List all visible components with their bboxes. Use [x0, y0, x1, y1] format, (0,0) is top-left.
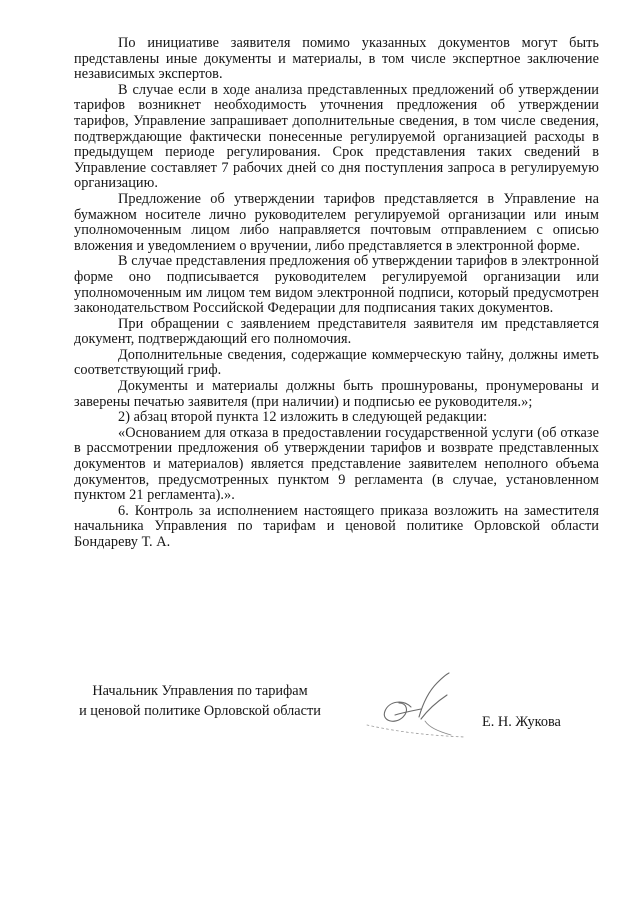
- signatory-title-line-2: и ценовой политике Орловской области: [79, 703, 321, 719]
- paragraph-electronic-form: В случае представления предложения об утверждении тарифов в электронной форме оно подписывается руководителем регулируемой организации или уполномоченным им лицом тем видом электронной подписи, который предусмотрен законодательством Российской Федерации для подписания таких документов.: [74, 253, 599, 317]
- paragraph-commercial-secret: Дополнительные сведения, содержащие коммерческую тайну, должны иметь соответствующий гриф.: [74, 346, 599, 379]
- paragraph-request-information: В случае если в ходе анализа представленных предложений об утверждении тарифов возникнет необходимость уточнения предложения об утверждении тарифов, Управление запрашивает дополнительные сведения, в том числе сведения, подтверждающие фактически понесенные регулируемой организацией расходы в предыдущем периоде регулирования. Срок представления таких сведений в Управление составляет 7 рабочих дней со дня поступления запроса в регулируемую организацию.: [74, 81, 599, 192]
- signatory-title-line-1: Начальник Управления по тарифам: [92, 683, 308, 699]
- paragraph-control-clause: 6. Контроль за исполнением настоящего приказа возложить на заместителя начальника Управления по тарифам и ценовой политике Орловской области Бондареву Т. А.: [74, 502, 599, 550]
- paragraph-representative-authority: При обращении с заявлением представителя заявителя им представляется документ, подтверждающий его полномочия.: [74, 315, 599, 348]
- document-body: [74, 36, 599, 551]
- paragraph-binding-requirements: Документы и материалы должны быть прошнурованы, пронумерованы и заверены печатью заявителя (при наличии) и подписью ее руководителя.»;: [74, 378, 599, 410]
- paragraph-refusal-grounds: «Основанием для отказа в предоставлении государственной услуги (об отказе в рассмотрении предложения об утверждении тарифов и возврате представленных документов и материалов) является представление заявителем неполного объема документов, предусмотренных пунктом 9 регламента (в случае, установленном пунктом 21 регламента).».: [74, 424, 599, 504]
- paragraph-amendment-item-2: 2) абзац второй пункта 12 изложить в следующей редакции:: [118, 409, 488, 426]
- signatory-name: Е. Н. Жукова: [482, 714, 561, 730]
- handwritten-signature: [355, 655, 480, 755]
- paragraph-additional-documents: По инициативе заявителя помимо указанных документов могут быть представлены иные документы и материалы, в том числе экспертное заключение независимых экспертов.: [74, 35, 599, 83]
- paragraph-submission-methods: Предложение об утверждении тарифов представляется в Управление на бумажном носителе лично руководителем регулируемой организации или иным уполномоченным лицом либо направляется почтовым отправлением с описью вложения и уведомлением о вручении, либо представляется в электронной форме.: [74, 190, 599, 254]
- signatory-title: [74, 681, 374, 721]
